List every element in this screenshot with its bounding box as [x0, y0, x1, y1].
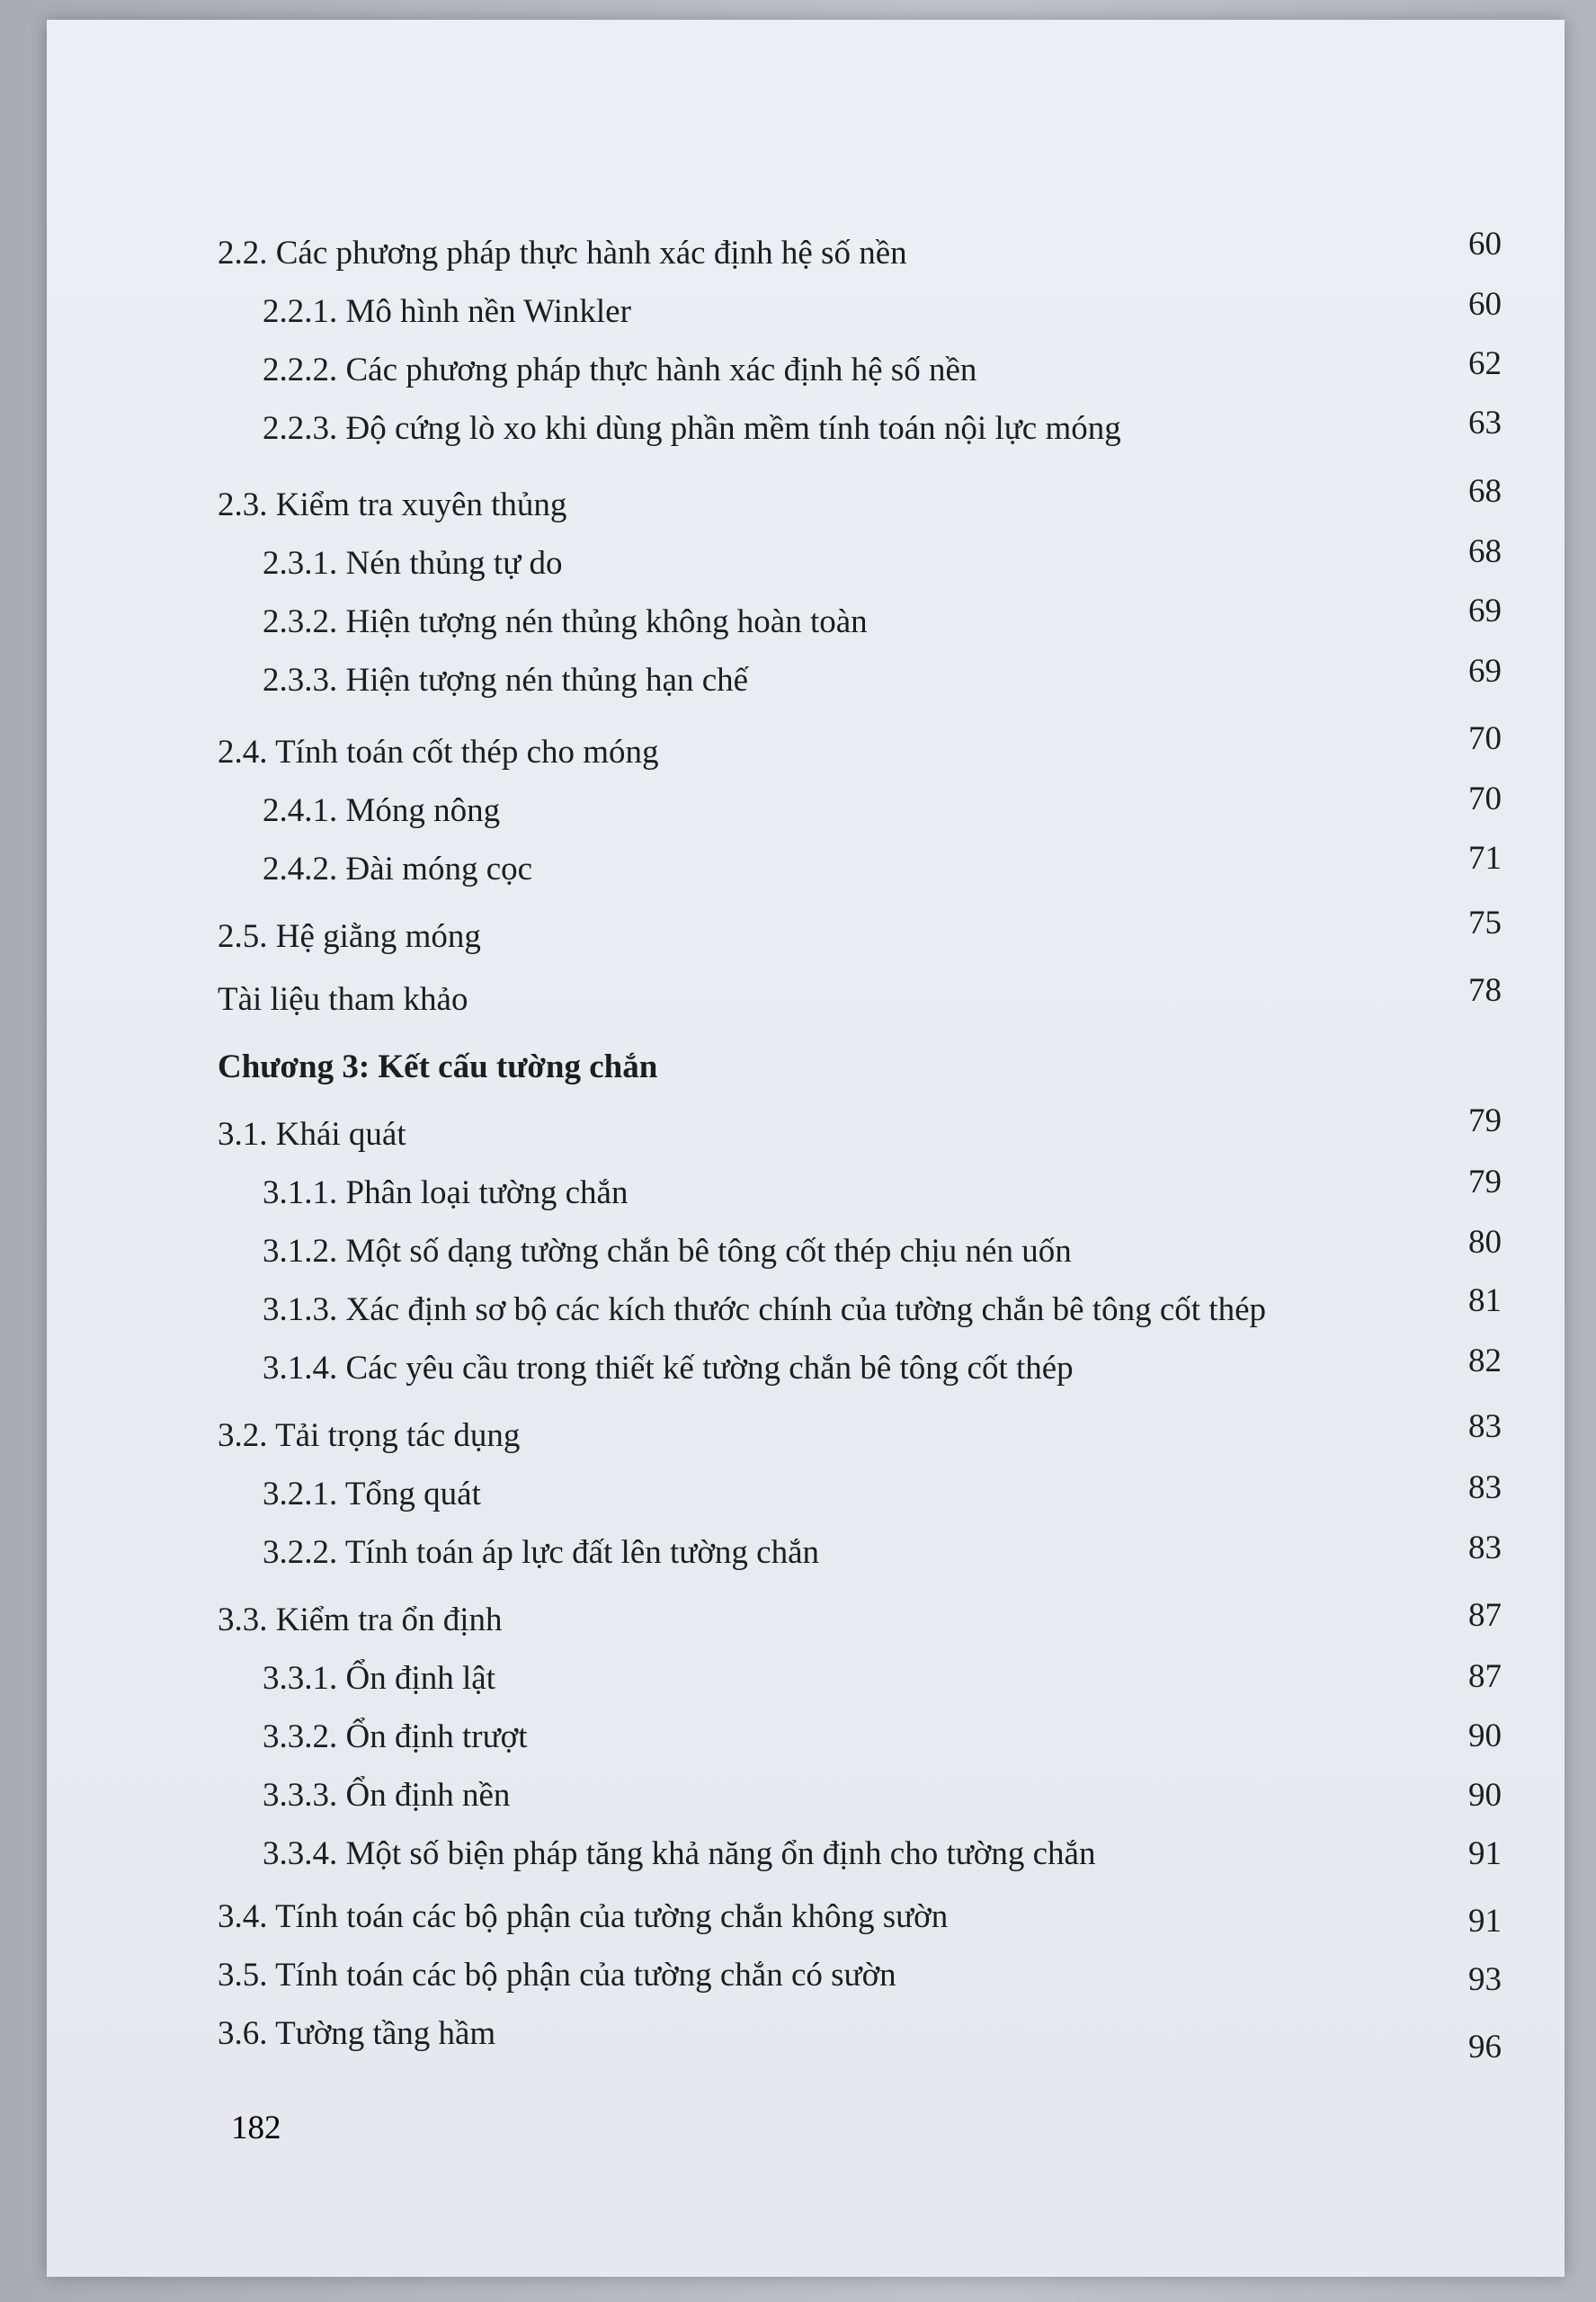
toc-entry-page-number: 82: [1468, 1343, 1502, 1379]
toc-entry-label: 3.3. Kiểm tra ổn định: [218, 1602, 503, 1638]
toc-entry-page-number: 87: [1468, 1658, 1502, 1695]
toc-entry-page-number: 90: [1468, 1718, 1502, 1754]
toc-entry-page-number: 87: [1468, 1597, 1502, 1634]
toc-entry-label: 3.4. Tính toán các bộ phận của tường chắn không sườn: [218, 1898, 949, 1935]
toc-entry-page-number: 93: [1468, 1961, 1502, 1998]
book-page: [47, 20, 1565, 2277]
toc-entry-page-number: 63: [1468, 405, 1502, 442]
toc-entry-label: 3.3.2. Ổn định trượt: [263, 1718, 528, 1755]
toc-entry-page-number: 83: [1468, 1530, 1502, 1566]
table-of-contents: [47, 20, 1565, 2277]
toc-entry-label: 3.3.4. Một số biện pháp tăng khả năng ổn định cho tường chắn: [263, 1835, 1096, 1872]
toc-entry-label: 2.3. Kiểm tra xuyên thủng: [218, 486, 567, 523]
toc-entry-page-number: 79: [1468, 1164, 1502, 1200]
toc-entry-label: 2.2.3. Độ cứng lò xo khi dùng phần mềm tính toán nội lực móng: [263, 410, 1121, 447]
toc-entry-page-number: 96: [1468, 2029, 1502, 2066]
toc-entry-page-number: 79: [1468, 1102, 1502, 1139]
toc-entry-page-number: 80: [1468, 1224, 1502, 1261]
toc-entry-label: 3.1. Khái quát: [218, 1116, 406, 1153]
toc-entry-label: 3.2.1. Tổng quát: [263, 1476, 481, 1512]
toc-entry-label: 2.2. Các phương pháp thực hành xác định hệ số nền: [218, 235, 907, 272]
toc-entry-label: Tài liệu tham khảo: [218, 981, 468, 1018]
toc-entry-page-number: 83: [1468, 1469, 1502, 1506]
toc-entry-label: 3.3.1. Ổn định lật: [263, 1660, 495, 1697]
toc-entry-page-number: 60: [1468, 286, 1502, 323]
toc-entry-page-number: 68: [1468, 533, 1502, 570]
toc-entry-label: 3.6. Tường tầng hầm: [218, 2015, 496, 2052]
toc-entry-label: 3.3.3. Ổn định nền: [263, 1777, 511, 1814]
toc-entry-label: 3.1.3. Xác định sơ bộ các kích thước chính của tường chắn bê tông cốt thép: [263, 1291, 1266, 1328]
toc-entry-page-number: 83: [1468, 1408, 1502, 1445]
toc-entry-label: 3.2.2. Tính toán áp lực đất lên tường chắn: [263, 1534, 819, 1571]
toc-entry-label: 2.4.2. Đài móng cọc: [263, 851, 533, 888]
toc-entry-label: 2.2.2. Các phương pháp thực hành xác định hệ số nền: [263, 352, 977, 388]
toc-entry-page-number: 75: [1468, 905, 1502, 941]
toc-entry-page-number: 70: [1468, 781, 1502, 817]
toc-entry-page-number: 90: [1468, 1777, 1502, 1814]
toc-entry-page-number: 62: [1468, 345, 1502, 382]
toc-entry-page-number: 81: [1468, 1282, 1502, 1319]
toc-entry-label: 2.3.1. Nén thủng tự do: [263, 545, 563, 582]
toc-entry-label: 2.3.2. Hiện tượng nén thủng không hoàn toàn: [263, 603, 868, 640]
toc-entry-page-number: 70: [1468, 720, 1502, 757]
toc-entry-page-number: 68: [1468, 473, 1502, 510]
toc-entry-label: 2.4. Tính toán cốt thép cho móng: [218, 734, 659, 771]
toc-entry-label: 2.4.1. Móng nông: [263, 792, 501, 829]
toc-entry-label: 3.1.2. Một số dạng tường chắn bê tông cốt thép chịu nén uốn: [263, 1233, 1072, 1270]
toc-entry-page-number: 78: [1468, 972, 1502, 1009]
toc-entry-label: 3.5. Tính toán các bộ phận của tường chắn có sườn: [218, 1957, 896, 1994]
toc-entry-page-number: 60: [1468, 226, 1502, 263]
page-folio: 182: [231, 2110, 281, 2146]
toc-entry-page-number: 69: [1468, 653, 1502, 690]
toc-entry-label: 3.1.4. Các yêu cầu trong thiết kế tường chắn bê tông cốt thép: [263, 1350, 1074, 1387]
toc-entry-page-number: 69: [1468, 593, 1502, 629]
toc-entry-label: 3.2. Tải trọng tác dụng: [218, 1417, 521, 1454]
toc-entry-label: 2.3.3. Hiện tượng nén thủng hạn chế: [263, 662, 749, 699]
chapter-heading: Chương 3: Kết cấu tường chắn: [218, 1048, 658, 1085]
toc-entry-label: 2.2.1. Mô hình nền Winkler: [263, 293, 631, 330]
toc-entry-page-number: 91: [1468, 1903, 1502, 1940]
toc-entry-label: 3.1.1. Phân loại tường chắn: [263, 1174, 629, 1211]
toc-entry-page-number: 71: [1468, 840, 1502, 877]
toc-entry-page-number: 91: [1468, 1835, 1502, 1872]
toc-entry-label: 2.5. Hệ giằng móng: [218, 918, 481, 955]
